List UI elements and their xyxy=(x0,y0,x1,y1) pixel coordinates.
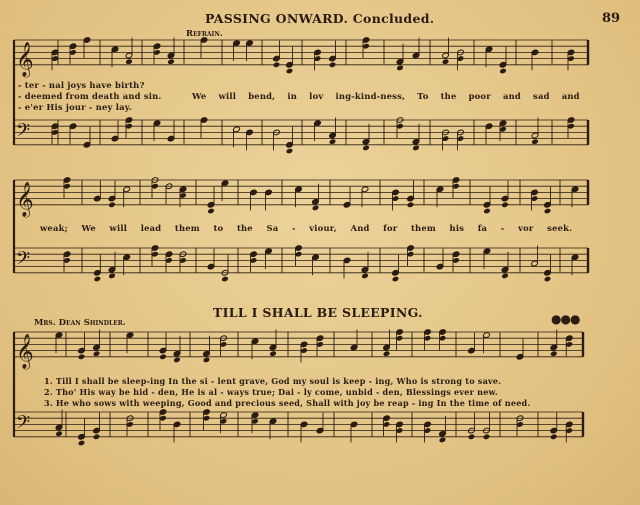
refrain-label: Refrain. xyxy=(186,29,223,39)
note-head xyxy=(207,208,215,215)
note-head xyxy=(173,357,181,364)
note-head xyxy=(361,273,369,280)
hymn2-title: TILL I SHALL BE SLEEPING. xyxy=(213,305,423,320)
verse-2: 2. Tho' His way be hid - den, He is al - ways true; Dai - ly come, unbid - den, Blessings ever new. xyxy=(44,387,498,397)
note-head xyxy=(203,357,211,364)
note-head xyxy=(531,138,539,145)
note-head xyxy=(94,276,102,283)
note-head xyxy=(396,65,404,72)
note-head xyxy=(499,68,507,75)
note-head xyxy=(483,434,491,441)
note-head xyxy=(108,273,116,280)
note-head xyxy=(93,434,101,441)
note-head xyxy=(501,202,509,209)
lyric-line-3: - e'er His jour - ney lay. xyxy=(18,102,132,112)
note-head xyxy=(159,354,167,361)
lyric-line-2: - deemed from death and sin. xyxy=(18,91,162,101)
note-head xyxy=(544,276,552,283)
refrain-lyric: We will bend, in lov ing-kind-ness, To the poor and sad and xyxy=(192,91,580,101)
note-head xyxy=(442,58,450,65)
bass-clef: 𝄢 xyxy=(16,248,31,274)
verse-3: 3. He who sows with weeping, Good and precious seed, Shall with joy be reap - ing In the time of need. xyxy=(44,398,531,408)
note-head xyxy=(167,58,175,65)
note-head xyxy=(78,354,86,361)
note-head xyxy=(439,437,447,444)
note-head xyxy=(468,434,476,441)
note-head xyxy=(312,205,320,212)
treble-clef: 𝄞 xyxy=(16,334,34,369)
note-head xyxy=(383,350,391,357)
page-number: 89 xyxy=(602,11,621,26)
note-head xyxy=(269,350,277,357)
note-head xyxy=(550,434,558,441)
note-head xyxy=(273,62,281,69)
note-head xyxy=(544,208,552,215)
note-head xyxy=(412,145,420,152)
bass-clef: 𝄢 xyxy=(16,120,31,146)
composer-credit: Mrs. Dean Shindler. xyxy=(34,318,126,328)
ornament-dots: ●●● xyxy=(551,312,580,326)
note-head xyxy=(93,350,101,357)
note-head xyxy=(407,202,415,209)
note-head xyxy=(125,58,133,65)
note-head xyxy=(550,350,558,357)
note-head xyxy=(55,430,63,437)
note-head xyxy=(286,148,294,155)
note-head xyxy=(108,202,116,209)
lyric-line-1: - ter - nal joys have birth? xyxy=(18,80,145,90)
system2-lyric: weak; We will lead them to the Sa - viour, And for them his fa - vor seek. xyxy=(40,223,573,233)
hymn-title: PASSING ONWARD. Concluded. xyxy=(205,11,435,26)
note-head xyxy=(329,138,337,145)
treble-clef: 𝄞 xyxy=(16,182,34,217)
note-head xyxy=(501,273,509,280)
treble-clef: 𝄞 xyxy=(16,42,34,77)
bass-clef: 𝄢 xyxy=(16,412,31,438)
verse-1: 1. Till I shall be sleep-ing In the si - lent grave, God my soul is keep - ing, Who is strong to save. xyxy=(44,376,502,386)
note-head xyxy=(392,276,400,283)
note-head xyxy=(286,68,294,75)
note-head xyxy=(221,276,229,283)
note-head xyxy=(329,62,337,69)
note-head xyxy=(483,208,491,215)
note-head xyxy=(362,145,370,152)
note-head xyxy=(78,440,86,447)
